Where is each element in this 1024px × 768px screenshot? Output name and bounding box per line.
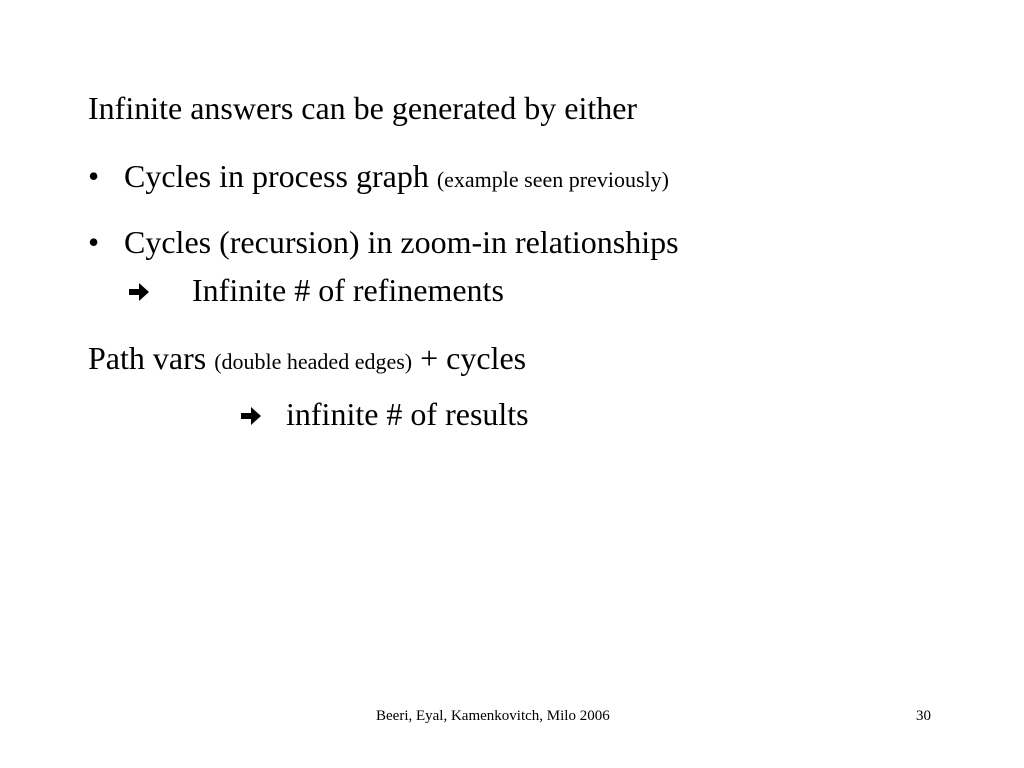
refinements-result-line (128, 270, 504, 310)
path-vars-suffix: + cycles (420, 340, 527, 376)
bullet-marker: • (88, 158, 100, 194)
intro-text: Infinite answers can be generated by either (88, 90, 638, 126)
footer-authors: Beeri, Eyal, Kamenkovitch, Milo 2006 (376, 708, 610, 724)
bullet-text: Cycles in process graph (124, 158, 429, 194)
path-vars-label: Path vars (88, 340, 207, 376)
right-arrow-icon (240, 405, 262, 427)
bullet-marker: • (88, 224, 100, 260)
right-arrow-icon (128, 281, 150, 303)
results-result-line (240, 394, 529, 434)
path-vars-line (88, 338, 526, 382)
page-number: 30 (916, 708, 931, 724)
bullet-text: Cycles (recursion) in zoom-in relationships (124, 224, 679, 260)
bullet-note: (example seen previously) (436, 167, 669, 192)
refinements-result-text: Infinite # of refinements (192, 272, 504, 308)
results-result-text: infinite # of results (286, 396, 529, 432)
path-vars-note: (double headed edges) (214, 349, 413, 374)
